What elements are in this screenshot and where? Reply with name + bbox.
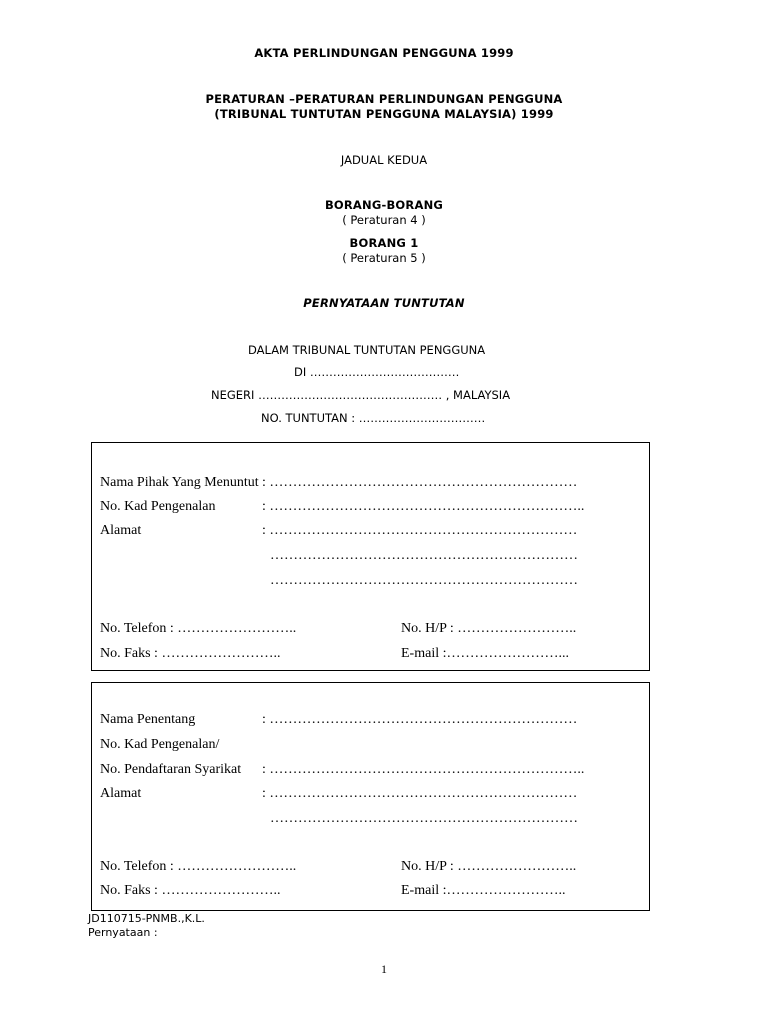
- forms-title: BORANG-BORANG: [324, 198, 444, 212]
- respondent-email-field[interactable]: E-mail :……………………..: [401, 883, 566, 898]
- document-code: JD110715-PNMB.,K.L.: [88, 912, 205, 925]
- tribunal-line: DALAM TRIBUNAL TUNTUTAN PENGGUNA: [248, 343, 486, 357]
- claimant-mobile-field[interactable]: No. H/P : ……………………..: [401, 621, 577, 636]
- schedule-title: JADUAL KEDUA: [340, 153, 428, 167]
- respondent-phone-field[interactable]: No. Telefon : ……………………..: [100, 859, 297, 874]
- respondent-address-field-2[interactable]: …………………………………………………………: [270, 811, 578, 826]
- claimant-address-label: Alamat: [100, 523, 142, 538]
- respondent-fax-field[interactable]: No. Faks : ……………………..: [100, 883, 281, 898]
- respondent-address-label: Alamat: [100, 786, 142, 801]
- document-title: PERNYATAAN TUNTUTAN: [303, 296, 465, 310]
- tribunal-state: NEGERI ………………………………………… , MALAYSIA: [211, 388, 511, 402]
- claimant-section: [91, 442, 650, 671]
- claimant-address-field-2[interactable]: …………………………………………………………: [270, 548, 578, 563]
- respondent-name-field[interactable]: : …………………………………………………………: [262, 712, 578, 727]
- claimant-address-field-3[interactable]: …………………………………………………………: [270, 573, 578, 588]
- page-number: 1: [381, 962, 387, 976]
- regulation-title-line1: PERATURAN –PERATURAN PERLINDUNGAN PENGGUNA: [205, 92, 563, 106]
- claimant-name-field[interactable]: : …………………………………………………………: [262, 475, 578, 490]
- respondent-mobile-field[interactable]: No. H/P : ……………………..: [401, 859, 577, 874]
- tribunal-location: DI …………………………………: [294, 365, 460, 379]
- claimant-fax-field[interactable]: No. Faks : ……………………..: [100, 646, 281, 661]
- respondent-section: [91, 682, 650, 911]
- respondent-ic-label: No. Kad Pengenalan/: [100, 737, 220, 752]
- forms-regulation: ( Peraturan 4 ): [342, 213, 426, 227]
- claimant-email-field[interactable]: E-mail :……………………...: [401, 646, 569, 661]
- form-regulation: ( Peraturan 5 ): [342, 251, 426, 265]
- respondent-registration-label: No. Pendaftaran Syarikat: [100, 762, 242, 777]
- statement-label: Pernyataan :: [88, 926, 158, 939]
- claimant-phone-field[interactable]: No. Telefon : ……………………..: [100, 621, 297, 636]
- regulation-title-line2: (TRIBUNAL TUNTUTAN PENGGUNA MALAYSIA) 1999: [214, 107, 554, 121]
- claimant-ic-field[interactable]: : …………………………………………………………..: [262, 499, 585, 514]
- claimant-name-label: Nama Pihak Yang Menuntut: [100, 475, 259, 490]
- claim-number: NO. TUNTUTAN : ……………………………: [261, 411, 486, 425]
- claimant-address-field-1[interactable]: : …………………………………………………………: [262, 523, 578, 538]
- act-title: AKTA PERLINDUNGAN PENGGUNA 1999: [254, 46, 514, 60]
- respondent-name-label: Nama Penentang: [100, 712, 196, 727]
- respondent-registration-field[interactable]: : …………………………………………………………..: [262, 762, 585, 777]
- respondent-address-field-1[interactable]: : …………………………………………………………: [262, 786, 578, 801]
- claimant-ic-label: No. Kad Pengenalan: [100, 499, 216, 514]
- form-number: BORANG 1: [349, 236, 419, 250]
